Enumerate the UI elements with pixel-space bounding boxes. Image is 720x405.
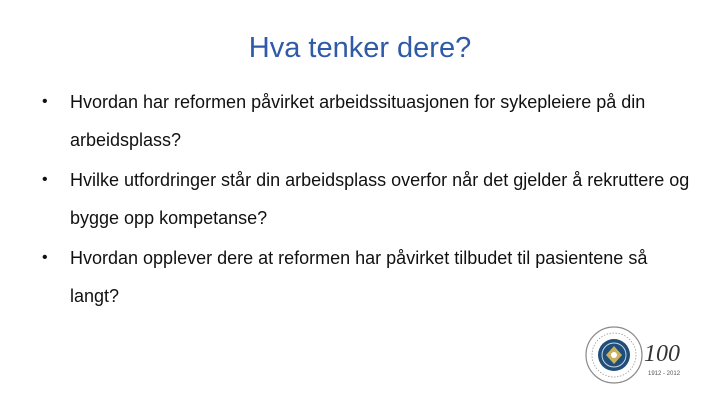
bullet-item [40, 239, 690, 315]
bullet-text: Hvilke utfordringer står din arbeidsplass overfor når det gjelder å rekruttere og bygge opp kompetanse? [70, 170, 690, 228]
bullet-text: Hvordan opplever dere at reformen har påvirket tilbudet til pasientene så langt? [70, 248, 648, 306]
bullet-text: Hvordan har reformen påvirket arbeidssituasjonen for sykepleiere på din arbeidsplass? [70, 92, 646, 150]
bullet-item [40, 161, 690, 237]
slide-title: Hva tenker dere? [248, 32, 472, 64]
anniversary-years: 1912 - 2012 [648, 371, 681, 377]
bullet-dot: • [42, 93, 48, 110]
bullet-item [40, 83, 690, 159]
anniversary-number: 100 [644, 341, 680, 367]
bullet-dot: • [42, 249, 48, 266]
bullet-list [40, 83, 690, 317]
bullet-dot: • [42, 171, 48, 188]
organization-seal-icon [582, 325, 690, 385]
